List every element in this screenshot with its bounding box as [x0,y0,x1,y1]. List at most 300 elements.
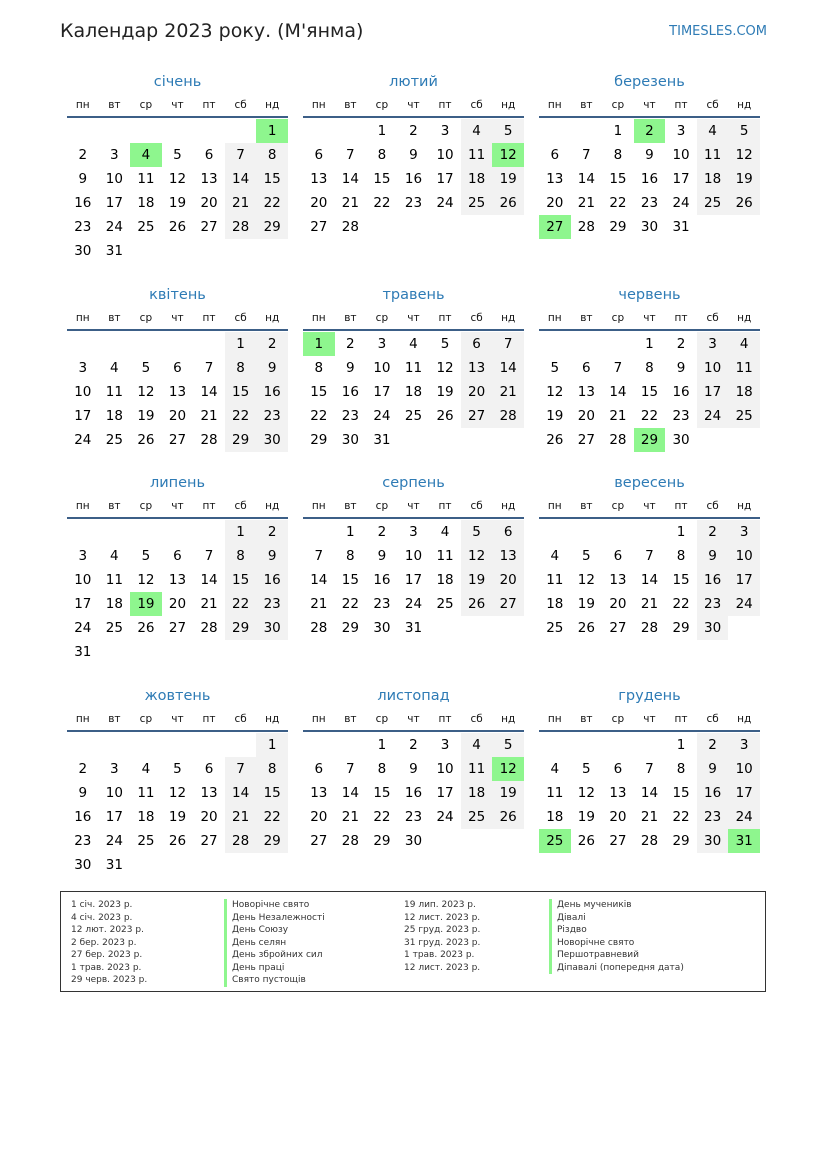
month-name: червень [618,287,681,303]
day-cell: 10 [74,572,92,588]
day-cell: 3 [377,336,387,352]
legend-holiday-name: Різдво [549,924,684,937]
day-cell: 20 [609,596,627,612]
day-cell: 16 [640,171,659,187]
day-cell: 9 [409,147,418,163]
day-cell: 18 [546,596,564,612]
legend-names-col-2 [549,899,684,974]
day-cell: 3 [440,123,450,139]
day-cell: 11 [728,356,760,380]
day-cell: 24 [728,805,760,829]
day-cell: 21 [640,809,659,825]
day-cell: 7 [346,147,355,163]
day-cell: 5 [550,360,560,376]
weekday-label: сб [706,312,719,324]
day-cell: 10 [404,548,423,564]
day-cell: 14 [225,781,257,805]
day-cell: 17 [728,781,760,805]
weekday-label: ср [611,99,625,111]
day-cell: 12 [137,572,155,588]
legend-dates-col-1 [71,899,147,987]
weekday-label: сб [234,312,247,324]
day-cell: 14 [640,785,659,801]
weekday-header [67,708,288,732]
day-cell: 18 [105,596,123,612]
day-cell: 12 [546,384,564,400]
empty-cell [99,332,131,356]
day-cell: 28 [225,829,257,853]
day-cell: 6 [492,520,524,544]
day-cell: 29 [310,432,328,448]
weekday-label: пн [547,99,562,111]
day-cell: 29 [256,829,288,853]
weekday-label: вт [580,99,593,111]
day-cell: 13 [609,785,627,801]
day-cell: 22 [672,809,690,825]
empty-cell [335,733,367,757]
day-cell: 23 [672,408,690,424]
empty-cell [162,733,194,757]
day-cell: 26 [137,620,155,636]
day-cell: 6 [461,332,493,356]
weekday-label: пн [75,713,90,725]
day-cell: 8 [676,548,686,564]
day-cell: 29 [225,616,257,640]
day-cell: 12 [137,384,155,400]
day-cell: 19 [436,384,454,400]
day-cell: 30 [697,616,729,640]
day-cell: 9 [78,171,88,187]
day-cell: 8 [346,548,355,564]
weekday-header [67,307,288,331]
day-cell: 16 [404,171,423,187]
day-grid [67,331,288,452]
day-cell: 23 [341,408,359,424]
day-cell: 18 [697,167,729,191]
day-cell: 13 [310,785,328,801]
day-cell: 29 [672,620,690,636]
day-cell: 7 [225,757,257,781]
weekday-label: нд [265,99,280,111]
day-cell: 27 [168,432,187,448]
day-cell: 20 [200,809,218,825]
holiday-day-cell: 12 [492,143,524,167]
day-cell: 25 [461,805,493,829]
weekday-label: сб [470,500,483,512]
day-cell: 27 [461,404,493,428]
day-cell: 5 [173,761,182,777]
day-cell: 9 [78,785,88,801]
day-cell: 27 [609,833,627,849]
day-cell: 11 [697,143,729,167]
day-cell: 7 [346,761,355,777]
day-cell: 15 [672,572,690,588]
weekday-label: пт [674,500,688,512]
holiday-legend [60,891,766,992]
weekday-label: пн [75,99,90,111]
day-cell: 21 [225,191,257,215]
day-cell: 23 [256,592,288,616]
day-cell: 22 [225,592,257,616]
day-cell: 15 [256,167,288,191]
day-cell: 13 [310,171,328,187]
day-cell: 6 [204,147,214,163]
legend-date: 1 трав. 2023 р. [404,950,475,960]
day-cell: 30 [404,833,423,849]
day-cell: 8 [256,143,288,167]
empty-cell [602,520,634,544]
month-3 [539,72,760,239]
month-name: жовтень [144,688,211,704]
day-cell: 23 [404,195,423,211]
site-logo[interactable]: TIMESLES.COM [669,24,767,39]
day-cell: 20 [492,568,524,592]
day-cell: 11 [105,384,123,400]
day-cell: 14 [341,171,359,187]
day-cell: 4 [697,119,729,143]
weekday-label: пт [438,312,452,324]
day-cell: 18 [546,809,564,825]
day-cell: 10 [436,761,454,777]
day-cell: 20 [546,195,564,211]
weekday-label: нд [265,312,280,324]
day-cell: 16 [74,809,92,825]
weekday-label: сб [470,312,483,324]
day-cell: 4 [440,524,450,540]
day-cell: 13 [609,572,627,588]
empty-cell [634,733,666,757]
day-cell: 22 [225,404,257,428]
month-11 [303,686,524,853]
legend-date: 25 груд. 2023 р. [404,925,481,935]
empty-cell [602,332,634,356]
day-cell: 2 [409,737,418,753]
day-cell: 28 [492,404,524,428]
day-cell: 17 [74,408,92,424]
day-cell: 9 [676,360,686,376]
day-cell: 19 [728,167,760,191]
weekday-label: сб [470,99,483,111]
day-cell: 27 [168,620,187,636]
holiday-day-cell: 1 [303,332,335,356]
weekday-label: пн [311,500,326,512]
legend-holiday-name: Новорічне свято [549,937,684,950]
weekday-label: чт [407,312,420,324]
month-name: листопад [377,688,450,704]
empty-cell [130,332,162,356]
day-cell: 24 [728,592,760,616]
weekday-label: нд [737,500,752,512]
day-cell: 10 [105,785,123,801]
day-cell: 14 [577,171,595,187]
day-cell: 15 [341,572,359,588]
day-cell: 24 [74,432,92,448]
weekday-label: пт [674,312,688,324]
day-cell: 19 [137,408,155,424]
day-cell: 28 [200,620,218,636]
day-cell: 4 [550,761,560,777]
weekday-label: вт [108,713,121,725]
day-cell: 18 [461,167,493,191]
weekday-header [303,307,524,331]
day-cell: 17 [105,809,123,825]
day-cell: 9 [346,360,355,376]
day-cell: 5 [173,147,182,163]
legend-date: 4 січ. 2023 р. [71,912,133,923]
day-cell: 13 [546,171,564,187]
day-cell: 12 [577,572,595,588]
day-cell: 15 [373,171,391,187]
day-cell: 7 [645,548,654,564]
day-cell: 12 [577,785,595,801]
day-cell: 3 [78,360,88,376]
weekday-label: нд [501,312,516,324]
day-cell: 12 [436,360,454,376]
month-name: травень [382,287,445,303]
day-cell: 2 [256,520,288,544]
weekday-label: пн [75,500,90,512]
day-cell: 23 [697,805,729,829]
day-cell: 15 [672,785,690,801]
legend-holiday-name: Свято пустощів [224,974,325,987]
empty-cell [130,733,162,757]
weekday-label: пн [547,713,562,725]
day-cell: 17 [436,171,454,187]
day-cell: 28 [640,620,659,636]
weekday-label: чт [171,500,184,512]
day-cell: 11 [546,785,564,801]
day-cell: 13 [168,572,187,588]
day-cell: 2 [676,336,686,352]
day-cell: 21 [200,408,218,424]
day-cell: 1 [225,332,257,356]
day-cell: 26 [137,432,155,448]
day-cell: 28 [609,432,627,448]
day-cell: 13 [200,785,218,801]
day-cell: 19 [577,809,595,825]
day-cell: 22 [310,408,328,424]
day-cell: 28 [341,833,359,849]
day-cell: 28 [225,215,257,239]
empty-cell [67,332,99,356]
day-cell: 19 [168,809,187,825]
day-cell: 31 [105,857,123,873]
day-grid [539,732,760,853]
month-name: серпень [382,475,445,491]
day-cell: 7 [582,147,591,163]
day-grid [67,519,288,664]
day-cell: 13 [168,384,187,400]
day-cell: 3 [78,548,88,564]
day-cell: 23 [640,195,659,211]
day-cell: 25 [546,620,564,636]
day-cell: 21 [577,195,595,211]
holiday-day-cell: 1 [256,119,288,143]
day-cell: 31 [672,219,690,235]
day-cell: 15 [225,380,257,404]
day-cell: 21 [341,809,359,825]
weekday-label: вт [108,312,121,324]
day-cell: 22 [256,805,288,829]
legend-date: 12 лист. 2023 р. [404,912,481,923]
day-cell: 13 [577,384,595,400]
day-cell: 5 [582,761,591,777]
day-cell: 24 [373,408,391,424]
day-cell: 26 [728,191,760,215]
legend-holiday-name: День Незалежності [224,912,325,925]
day-cell: 24 [436,809,454,825]
day-cell: 17 [404,572,423,588]
day-cell: 8 [377,147,387,163]
day-cell: 17 [373,384,391,400]
weekday-label: вт [580,500,593,512]
legend-date: 2 бер. 2023 р. [71,937,137,948]
day-cell: 19 [492,781,524,805]
month-7 [67,473,288,664]
empty-cell [225,119,257,143]
day-cell: 7 [225,143,257,167]
day-cell: 22 [609,195,627,211]
weekday-header [303,495,524,519]
day-cell: 5 [492,733,524,757]
day-cell: 27 [577,432,595,448]
day-cell: 13 [492,544,524,568]
weekday-label: пт [438,99,452,111]
day-cell: 29 [609,219,627,235]
day-cell: 19 [577,596,595,612]
weekday-label: вт [344,500,357,512]
day-cell: 26 [436,408,454,424]
day-cell: 3 [440,737,450,753]
weekday-label: пт [438,713,452,725]
legend-date: 12 лют. 2023 р. [71,925,144,935]
weekday-label: чт [643,713,656,725]
day-cell: 18 [436,572,454,588]
day-grid [539,118,760,239]
weekday-label: пт [438,500,452,512]
day-cell: 5 [728,119,760,143]
day-cell: 6 [613,761,623,777]
weekday-label: чт [407,713,420,725]
day-cell: 6 [314,761,324,777]
holiday-day-cell: 12 [492,757,524,781]
day-cell: 20 [609,809,627,825]
day-cell: 14 [492,356,524,380]
month-4 [67,285,288,452]
weekday-label: ср [375,713,389,725]
day-cell: 27 [310,219,328,235]
weekday-header [539,495,760,519]
empty-cell [67,520,99,544]
weekday-label: пн [311,312,326,324]
empty-cell [539,520,571,544]
day-cell: 8 [645,360,654,376]
weekday-label: сб [234,500,247,512]
weekday-label: нд [265,500,280,512]
day-cell: 11 [461,757,493,781]
day-cell: 27 [200,219,218,235]
empty-cell [571,332,603,356]
weekday-label: нд [501,500,516,512]
day-cell: 14 [640,572,659,588]
day-cell: 30 [341,432,359,448]
day-cell: 21 [492,380,524,404]
day-cell: 7 [204,548,214,564]
legend-names-col-1 [224,899,325,987]
day-cell: 11 [404,360,423,376]
day-cell: 7 [613,360,623,376]
day-cell: 21 [341,195,359,211]
day-cell: 17 [728,568,760,592]
day-cell: 8 [256,757,288,781]
day-cell: 21 [609,408,627,424]
day-cell: 11 [137,785,155,801]
day-cell: 9 [697,757,729,781]
day-cell: 18 [137,195,155,211]
day-cell: 17 [672,171,690,187]
day-cell: 6 [613,548,623,564]
weekday-label: вт [580,312,593,324]
weekday-label: сб [706,99,719,111]
day-cell: 24 [404,596,423,612]
day-cell: 8 [377,761,387,777]
legend-date: 1 трав. 2023 р. [71,962,142,973]
empty-cell [193,332,225,356]
day-cell: 14 [609,384,627,400]
empty-cell [602,733,634,757]
day-cell: 9 [645,147,654,163]
day-cell: 3 [728,733,760,757]
day-grid [67,732,288,877]
month-name: вересень [614,475,685,491]
weekday-label: ср [375,500,389,512]
day-cell: 1 [613,123,623,139]
day-cell: 15 [225,568,257,592]
day-cell: 14 [200,384,218,400]
month-12 [539,686,760,853]
legend-date: 27 бер. 2023 р. [71,950,143,960]
weekday-label: вт [344,713,357,725]
day-cell: 25 [697,191,729,215]
month-1 [67,72,288,263]
day-cell: 14 [310,572,328,588]
day-cell: 30 [74,243,92,259]
weekday-label: чт [643,99,656,111]
weekday-label: нд [501,713,516,725]
day-cell: 15 [373,785,391,801]
month-name: липень [149,475,206,491]
weekday-label: чт [171,713,184,725]
day-cell: 2 [409,123,418,139]
day-cell: 3 [110,761,119,777]
day-cell: 28 [341,219,359,235]
empty-cell [303,520,335,544]
day-cell: 25 [137,219,155,235]
day-cell: 3 [697,332,729,356]
day-cell: 20 [461,380,493,404]
day-cell: 11 [137,171,155,187]
day-cell: 6 [204,761,214,777]
day-cell: 2 [377,524,387,540]
weekday-label: чт [407,99,420,111]
day-cell: 30 [640,219,659,235]
day-cell: 18 [728,380,760,404]
day-cell: 2 [78,761,88,777]
legend-date: 1 січ. 2023 р. [71,900,133,910]
day-cell: 5 [141,548,151,564]
day-cell: 22 [373,809,391,825]
day-cell: 29 [256,215,288,239]
